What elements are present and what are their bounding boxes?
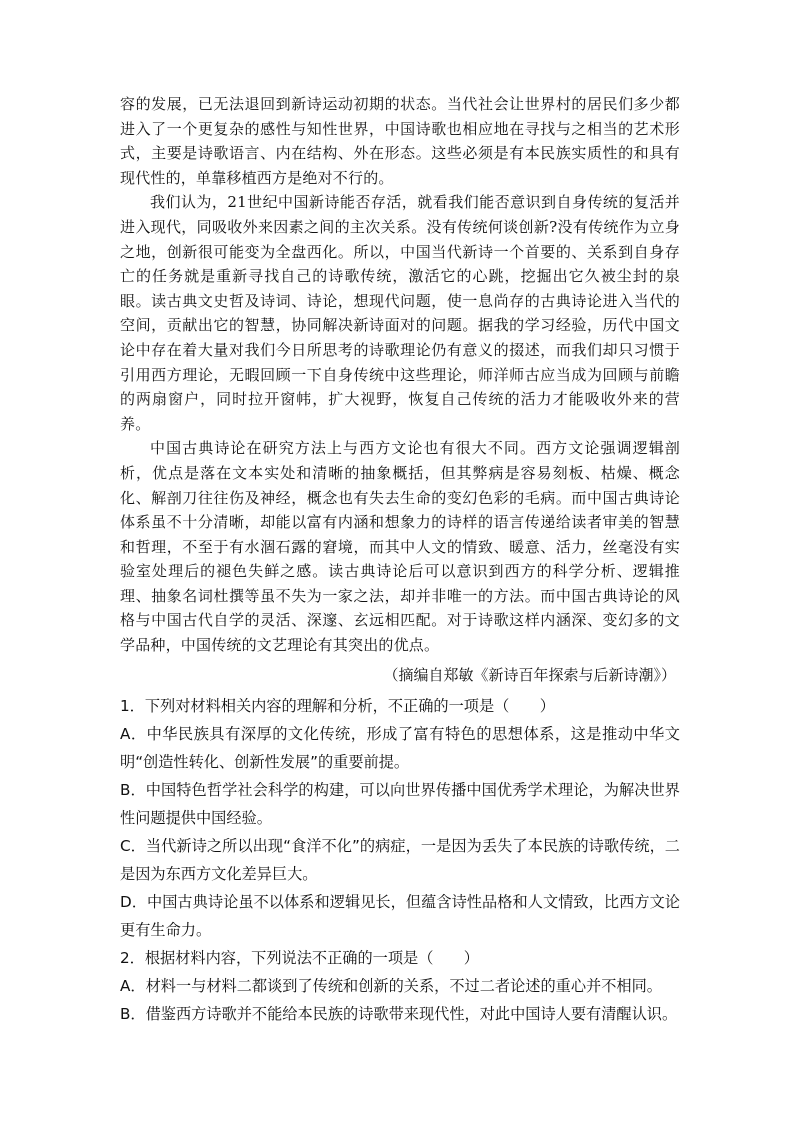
- passage-paragraph-3: 中国古典诗论在研究方法上与西方文论也有很大不同。西方文论强调逻辑剖析，优点是落在文本实处和清晰的抽象概括，但其弊病是容易刻板、枯燥、概念化、解剖刀往往伤及神经，概念也有失去生命的变幻色彩的毛病。而中国古典诗论体系虽不十分清晰，却能以富有内涵和想象力的诗样的语言传递给读者审美的智慧和哲理，不至于有水涸石露的窘境，而其中人文的情致、暖意、活力，丝毫没有实验室处理后的褪色失鲜之感。读古典诗论后可以意识到西方的科学分析、逻辑推理、抽象名词杜撰等虽不失为一家之法，却并非唯一的方法。而中国古典诗论的风格与中国古代自学的灵活、深邃、玄远相匹配。对于诗歌这样内涵深、变幻多的文学品种，中国传统的文艺理论有其突出的优点。: [120, 439, 680, 655]
- question-1-stem: 1．下列对材料相关内容的理解和分析，不正确的一项是（ ）: [120, 697, 555, 715]
- question-2-stem: 2．根据材料内容，下列说法不正确的一项是（ ）: [120, 949, 479, 967]
- reading-passage: [120, 92, 680, 658]
- question-1-option-c: C．当代新诗之所以出现“食洋不化”的病症，一是因为丢失了本民族的诗歌传统，二是因为东西方文化差异巨大。: [120, 837, 680, 883]
- question-2-option-b: B．借鉴西方诗歌并不能给本民族的诗歌带来现代性，对此中国诗人要有清醒认识。: [120, 1005, 678, 1023]
- question-section: [120, 692, 680, 1028]
- question-1-option-b: B．中国特色哲学社会科学的构建，可以向世界传播中国优秀学术理论，为解决世界性问题提供中国经验。: [120, 781, 680, 827]
- question-2-option-a: A．材料一与材料二都谈到了传统和创新的关系，不过二者论述的重心并不相同。: [120, 977, 662, 995]
- question-1-option-d: D．中国古典诗论虽不以体系和逻辑见长，但蕴含诗性品格和人文情致，比西方文论更有生命力。: [120, 893, 680, 939]
- question-1-option-a: A．中华民族具有深厚的文化传统，形成了富有特色的思想体系，这是推动中华文明“创造性转化、创新性发展”的重要前提。: [120, 725, 680, 771]
- passage-paragraph-1: 容的发展，已无法退回到新诗运动初期的状态。当代社会让世界村的居民们多少都进入了一个更复杂的感性与知性世界，中国诗歌也相应地在寻找与之相当的艺术形式，主要是诗歌语言、内在结构、外在形态。这些必须是有本民族实质性的和具有现代性的，单靠移植西方是绝对不行的。: [120, 95, 680, 187]
- source-citation: （摘编自郑敏《新诗百年探索与后新诗潮》）: [383, 666, 676, 684]
- passage-paragraph-2: 我们认为，21世纪中国新诗能否存活，就看我们能否意识到自身传统的复活并进入现代，同吸收外来因素之间的主次关系。没有传统何谈创新?没有传统作为立身之地，创新很可能变为全盘西化。所以，中国当代新诗一个首要的、关系到自身存亡的任务就是重新寻找自己的诗歌传统，激活它的心跳，挖掘出它久被尘封的泉眼。读古典文史哲及诗词、诗论，想现代问题，使一息尚存的古典诗论进入当代的空间，贡献出它的智慧，协同解决新诗面对的问题。据我的学习经验，历代中国文论中存在着大量对我们今日所思考的诗歌理论仍有意义的掇述，而我们却只习惯于引用西方理论，无暇回顾一下自身传统中这些理论，师洋师古应当成为回顾与前瞻的两扇窗户，同时拉开窗帏，扩大视野，恢复自己传统的活力才能吸收外来的营养。: [120, 193, 680, 433]
